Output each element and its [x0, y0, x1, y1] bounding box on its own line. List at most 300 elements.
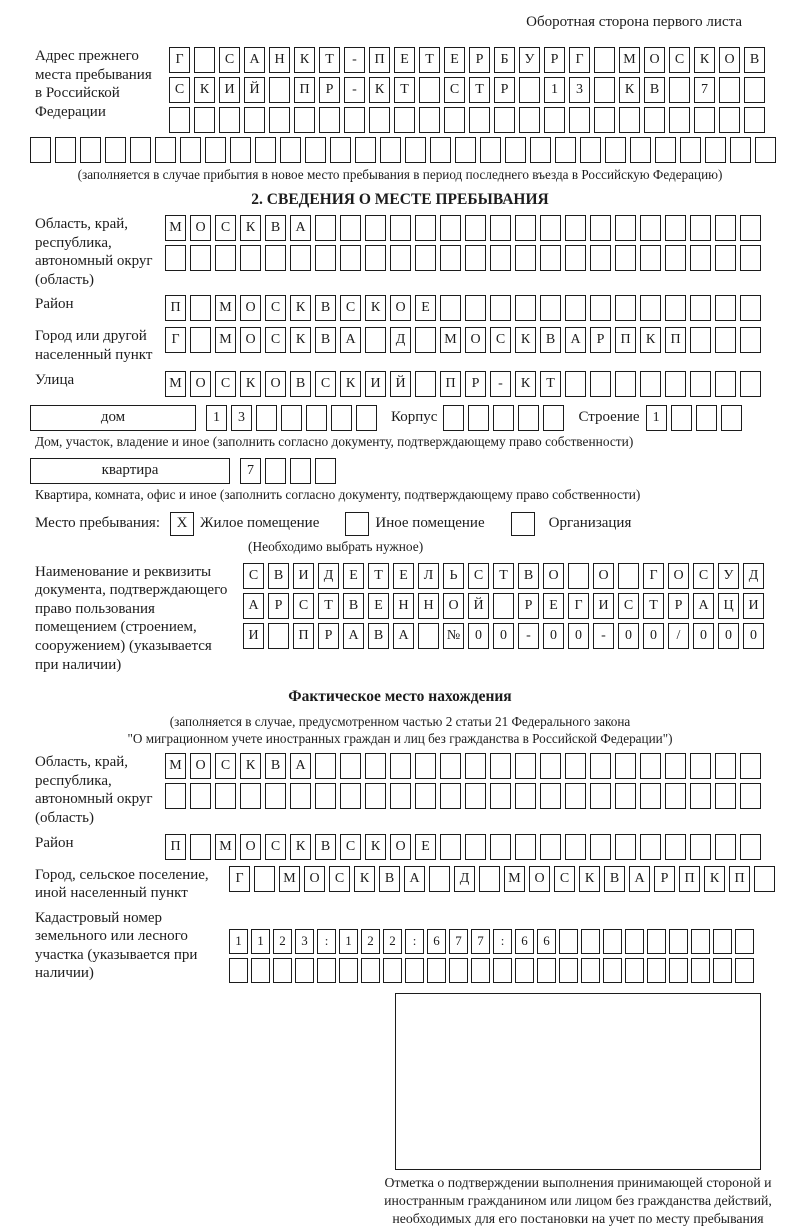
char-box: [640, 783, 661, 809]
char-box: Р: [654, 866, 675, 892]
char-box: В: [268, 563, 289, 589]
char-box: [405, 137, 426, 163]
char-box: [240, 245, 261, 271]
char-box: 0: [543, 623, 564, 649]
char-box: В: [315, 834, 336, 860]
char-box: К: [354, 866, 375, 892]
char-box: 3: [569, 77, 590, 103]
char-box: [265, 458, 286, 484]
char-box: [615, 295, 636, 321]
char-box: И: [743, 593, 764, 619]
char-box: О: [390, 295, 411, 321]
char-box: [315, 783, 336, 809]
char-box: В: [604, 866, 625, 892]
char-box: Г: [165, 327, 186, 353]
char-box: В: [290, 371, 311, 397]
char-box: С: [215, 215, 236, 241]
char-box: К: [294, 47, 315, 73]
char-box: [365, 215, 386, 241]
char-box: [615, 215, 636, 241]
char-box: [555, 137, 576, 163]
doc-row-1: [243, 563, 764, 589]
char-box: Д: [743, 563, 764, 589]
char-box: Г: [643, 563, 664, 589]
char-box: С: [293, 593, 314, 619]
char-box: [603, 929, 622, 954]
char-box: Т: [394, 77, 415, 103]
char-box: [339, 958, 358, 983]
char-box: С: [215, 371, 236, 397]
char-box: [356, 405, 377, 431]
char-box: [190, 295, 211, 321]
house-type-box: дом: [30, 405, 196, 431]
char-box: 0: [618, 623, 639, 649]
char-box: [265, 245, 286, 271]
char-box: 6: [427, 929, 446, 954]
char-box: Л: [418, 563, 439, 589]
char-box: О: [190, 215, 211, 241]
doc-label: Наименование и реквизиты документа, подтверждающего право пользования помещением (строением, сооружением) (указывается при наличии): [35, 563, 228, 673]
char-box: [493, 958, 512, 983]
char-box: [615, 834, 636, 860]
char-box: 2: [383, 929, 402, 954]
char-box: [165, 245, 186, 271]
char-box: И: [593, 593, 614, 619]
fact-note-2: "О миграционном учете иностранных граждан и лиц без гражданства в Российской Федерации"): [127, 731, 673, 747]
char-box: [740, 753, 761, 779]
option-label-other-premises: Иное помещение: [375, 515, 485, 532]
char-box: [244, 107, 265, 133]
char-box: К: [290, 327, 311, 353]
fact-district-row: [165, 834, 761, 860]
char-box: [665, 295, 686, 321]
prev-address-extra-row: [30, 137, 800, 163]
char-box: 0: [468, 623, 489, 649]
fact-city-label: Город, сельское поселение, иной населенный пункт: [35, 866, 209, 902]
char-box: О: [443, 593, 464, 619]
char-box: В: [744, 47, 765, 73]
char-box: У: [718, 563, 739, 589]
char-box: 6: [515, 929, 534, 954]
char-box: Д: [318, 563, 339, 589]
char-box: А: [693, 593, 714, 619]
char-box: С: [265, 327, 286, 353]
char-box: [269, 77, 290, 103]
char-box: [719, 107, 740, 133]
char-box: [365, 245, 386, 271]
char-box: [691, 929, 710, 954]
char-box: [340, 215, 361, 241]
char-box: [640, 753, 661, 779]
char-box: А: [565, 327, 586, 353]
char-box: Т: [493, 563, 514, 589]
char-box: О: [304, 866, 325, 892]
char-box: [169, 107, 190, 133]
char-box: Р: [319, 77, 340, 103]
doc-field: [35, 563, 800, 675]
char-box: [690, 215, 711, 241]
fact-district-field: [35, 834, 800, 860]
char-box: [540, 783, 561, 809]
char-box: М: [165, 753, 186, 779]
char-box: 1: [206, 405, 227, 431]
char-box: К: [369, 77, 390, 103]
char-box: [515, 245, 536, 271]
char-box: П: [440, 371, 461, 397]
char-box: [565, 834, 586, 860]
char-box: [544, 107, 565, 133]
char-box: Н: [418, 593, 439, 619]
apartment-type-box: квартира: [30, 458, 230, 484]
char-box: 0: [693, 623, 714, 649]
char-box: П: [679, 866, 700, 892]
char-box: [419, 77, 440, 103]
char-box: К: [340, 371, 361, 397]
char-box: М: [504, 866, 525, 892]
char-box: Т: [643, 593, 664, 619]
char-box: П: [293, 623, 314, 649]
char-box: А: [629, 866, 650, 892]
char-box: М: [440, 327, 461, 353]
char-box: В: [644, 77, 665, 103]
char-box: [440, 834, 461, 860]
char-box: [190, 783, 211, 809]
char-box: Ц: [718, 593, 739, 619]
char-box: [715, 295, 736, 321]
char-box: Р: [668, 593, 689, 619]
char-box: [515, 215, 536, 241]
char-box: [465, 834, 486, 860]
char-box: [640, 245, 661, 271]
char-box: Р: [544, 47, 565, 73]
char-box: К: [240, 753, 261, 779]
char-box: [647, 929, 666, 954]
char-box: [530, 137, 551, 163]
char-box: 0: [718, 623, 739, 649]
char-box: [618, 563, 639, 589]
char-box: [740, 371, 761, 397]
char-box: [319, 107, 340, 133]
char-box: [605, 137, 626, 163]
char-box: [281, 405, 302, 431]
char-box: П: [165, 834, 186, 860]
char-box: К: [290, 834, 311, 860]
char-box: [479, 866, 500, 892]
char-box: -: [593, 623, 614, 649]
char-box: Б: [494, 47, 515, 73]
char-box: [490, 783, 511, 809]
char-box: Г: [229, 866, 250, 892]
char-box: [519, 77, 540, 103]
prev-address-row-1: [169, 47, 765, 73]
char-box: В: [265, 215, 286, 241]
char-box: Д: [454, 866, 475, 892]
char-box: [190, 834, 211, 860]
char-box: [690, 834, 711, 860]
char-box: [340, 753, 361, 779]
char-box: [315, 215, 336, 241]
char-box: [690, 371, 711, 397]
char-box: С: [554, 866, 575, 892]
char-box: Н: [269, 47, 290, 73]
char-box: [390, 245, 411, 271]
char-box: Е: [444, 47, 465, 73]
char-box: Р: [518, 593, 539, 619]
char-box: К: [694, 47, 715, 73]
char-box: [615, 753, 636, 779]
char-box: [331, 405, 352, 431]
char-box: [317, 958, 336, 983]
char-box: [581, 929, 600, 954]
char-box: О: [465, 327, 486, 353]
char-box: К: [619, 77, 640, 103]
char-box: [194, 107, 215, 133]
char-box: С: [215, 753, 236, 779]
char-box: 3: [295, 929, 314, 954]
char-box: [493, 593, 514, 619]
char-box: [640, 215, 661, 241]
char-box: [415, 783, 436, 809]
char-box: [669, 929, 688, 954]
char-box: [490, 834, 511, 860]
char-box: [380, 137, 401, 163]
char-box: 1: [251, 929, 270, 954]
char-box: [190, 245, 211, 271]
char-box: [640, 295, 661, 321]
char-box: Р: [465, 371, 486, 397]
char-box: [505, 137, 526, 163]
char-box: [715, 245, 736, 271]
char-box: А: [343, 623, 364, 649]
char-box: [415, 245, 436, 271]
char-box: [295, 958, 314, 983]
cadastre-label: Кадастровый номер земельного или лесного участка (указывается при наличии): [35, 909, 198, 982]
option-label-organization: Организация: [548, 515, 632, 532]
char-box: С: [315, 371, 336, 397]
char-box: Е: [393, 563, 414, 589]
char-box: [465, 245, 486, 271]
place-type-note: (Необходимо выбрать нужное): [248, 538, 424, 554]
char-box: -: [344, 47, 365, 73]
char-box: [390, 753, 411, 779]
char-box: [559, 929, 578, 954]
char-box: [665, 371, 686, 397]
char-box: [440, 753, 461, 779]
street-row: [165, 371, 761, 397]
section2-title: 2. СВЕДЕНИЯ О МЕСТЕ ПРЕБЫВАНИЯ: [251, 191, 549, 208]
char-box: [565, 753, 586, 779]
char-box: [715, 834, 736, 860]
char-box: [194, 47, 215, 73]
char-box: [580, 137, 601, 163]
char-box: [568, 563, 589, 589]
char-box: [594, 77, 615, 103]
char-box: [465, 753, 486, 779]
char-box: [565, 295, 586, 321]
char-box: [355, 137, 376, 163]
district-field: [35, 295, 800, 321]
char-box: [469, 107, 490, 133]
char-box: [215, 245, 236, 271]
char-box: С: [340, 295, 361, 321]
char-box: [430, 137, 451, 163]
char-box: [740, 327, 761, 353]
char-box: [537, 958, 556, 983]
option-label-residential: Жилое помещение: [200, 515, 320, 532]
char-box: [680, 137, 701, 163]
char-box: [405, 958, 424, 983]
char-box: О: [529, 866, 550, 892]
char-box: [696, 405, 717, 431]
apartment-row: [30, 458, 800, 484]
char-box: О: [240, 834, 261, 860]
char-box: С: [329, 866, 350, 892]
char-box: [365, 327, 386, 353]
char-box: [440, 783, 461, 809]
stamp-note: Отметка о подтверждении выполнения принимающей стороной и иностранным гражданином или лицом без гражданства действий, необходимых для его постановки на учет по месту пребывания: [384, 1175, 772, 1226]
char-box: [565, 371, 586, 397]
char-box: Р: [318, 623, 339, 649]
char-box: 7: [471, 929, 490, 954]
char-box: С: [444, 77, 465, 103]
char-box: С: [490, 327, 511, 353]
char-box: [240, 783, 261, 809]
char-box: [265, 783, 286, 809]
char-box: 1: [646, 405, 667, 431]
char-box: [155, 137, 176, 163]
char-box: Е: [368, 593, 389, 619]
stroenie-label: Строение: [578, 409, 640, 426]
place-type-label: Место пребывания:: [35, 515, 160, 532]
char-box: Р: [268, 593, 289, 619]
char-box: [671, 405, 692, 431]
char-box: [619, 107, 640, 133]
cadastre-row-1: [229, 929, 754, 954]
char-box: [427, 958, 446, 983]
char-box: [268, 623, 289, 649]
char-box: [665, 834, 686, 860]
char-box: О: [240, 327, 261, 353]
char-box: [690, 245, 711, 271]
char-box: [715, 371, 736, 397]
char-box: [105, 137, 126, 163]
city-label: Город или другой населенный пункт: [35, 328, 153, 363]
char-box: [515, 295, 536, 321]
char-box: [625, 958, 644, 983]
char-box: [490, 215, 511, 241]
char-box: [559, 958, 578, 983]
street-label: Улица: [35, 371, 75, 388]
char-box: С: [265, 834, 286, 860]
char-box: [518, 405, 539, 431]
char-box: 2: [361, 929, 380, 954]
prev-address-row-3: [169, 107, 765, 133]
char-box: Й: [244, 77, 265, 103]
char-box: [740, 245, 761, 271]
char-box: О: [240, 295, 261, 321]
char-box: [630, 137, 651, 163]
fact-region-label: Область, край, республика, автономный округ (область): [35, 754, 153, 826]
cadastre-row-2: [229, 958, 754, 983]
char-box: [340, 245, 361, 271]
char-box: [80, 137, 101, 163]
checkbox-other-premises: [345, 512, 369, 536]
char-box: [590, 371, 611, 397]
char-box: К: [290, 295, 311, 321]
korpus-cells: [443, 405, 564, 431]
char-box: [490, 753, 511, 779]
char-box: -: [518, 623, 539, 649]
char-box: В: [265, 753, 286, 779]
char-box: К: [365, 834, 386, 860]
char-box: [744, 77, 765, 103]
char-box: [590, 753, 611, 779]
city-row: [165, 327, 761, 353]
char-box: [735, 958, 754, 983]
fact-district-label: Район: [35, 834, 74, 851]
char-box: [230, 137, 251, 163]
char-box: К: [240, 371, 261, 397]
char-box: [540, 295, 561, 321]
char-box: [468, 405, 489, 431]
char-box: И: [365, 371, 386, 397]
char-box: Г: [169, 47, 190, 73]
char-box: А: [290, 753, 311, 779]
apartment-number-cells: [240, 458, 336, 484]
char-box: [290, 783, 311, 809]
char-box: 6: [537, 929, 556, 954]
char-box: К: [240, 215, 261, 241]
char-box: [493, 405, 514, 431]
char-box: Е: [415, 834, 436, 860]
char-box: [581, 958, 600, 983]
apartment-note: Квартира, комната, офис и иное (заполнить согласно документу, подтверждающему право собственности): [35, 486, 641, 502]
char-box: [590, 295, 611, 321]
char-box: 1: [229, 929, 248, 954]
char-box: [305, 137, 326, 163]
char-box: П: [294, 77, 315, 103]
fact-title: Фактическое место нахождения: [288, 688, 512, 706]
char-box: [229, 958, 248, 983]
char-box: В: [518, 563, 539, 589]
page-header-note: Оборотная сторона первого листа: [526, 14, 742, 30]
char-box: Ь: [443, 563, 464, 589]
char-box: С: [169, 77, 190, 103]
char-box: К: [515, 371, 536, 397]
char-box: Т: [318, 593, 339, 619]
char-box: С: [265, 295, 286, 321]
char-box: [665, 215, 686, 241]
house-note: Дом, участок, владение и иное (заполнить согласно документу, подтверждающему право собственности): [35, 433, 634, 449]
cadastre-field: [35, 909, 800, 983]
char-box: [640, 834, 661, 860]
char-box: [669, 958, 688, 983]
char-box: Р: [494, 77, 515, 103]
fact-region-row-1: [165, 753, 761, 779]
char-box: [418, 623, 439, 649]
char-box: [543, 405, 564, 431]
checkbox-residential: X: [170, 512, 194, 536]
char-box: М: [215, 295, 236, 321]
char-box: А: [243, 593, 264, 619]
char-box: [390, 783, 411, 809]
char-box: С: [693, 563, 714, 589]
fact-region-field: [35, 753, 800, 827]
char-box: Р: [590, 327, 611, 353]
char-box: [730, 137, 751, 163]
char-box: А: [290, 215, 311, 241]
char-box: К: [365, 295, 386, 321]
